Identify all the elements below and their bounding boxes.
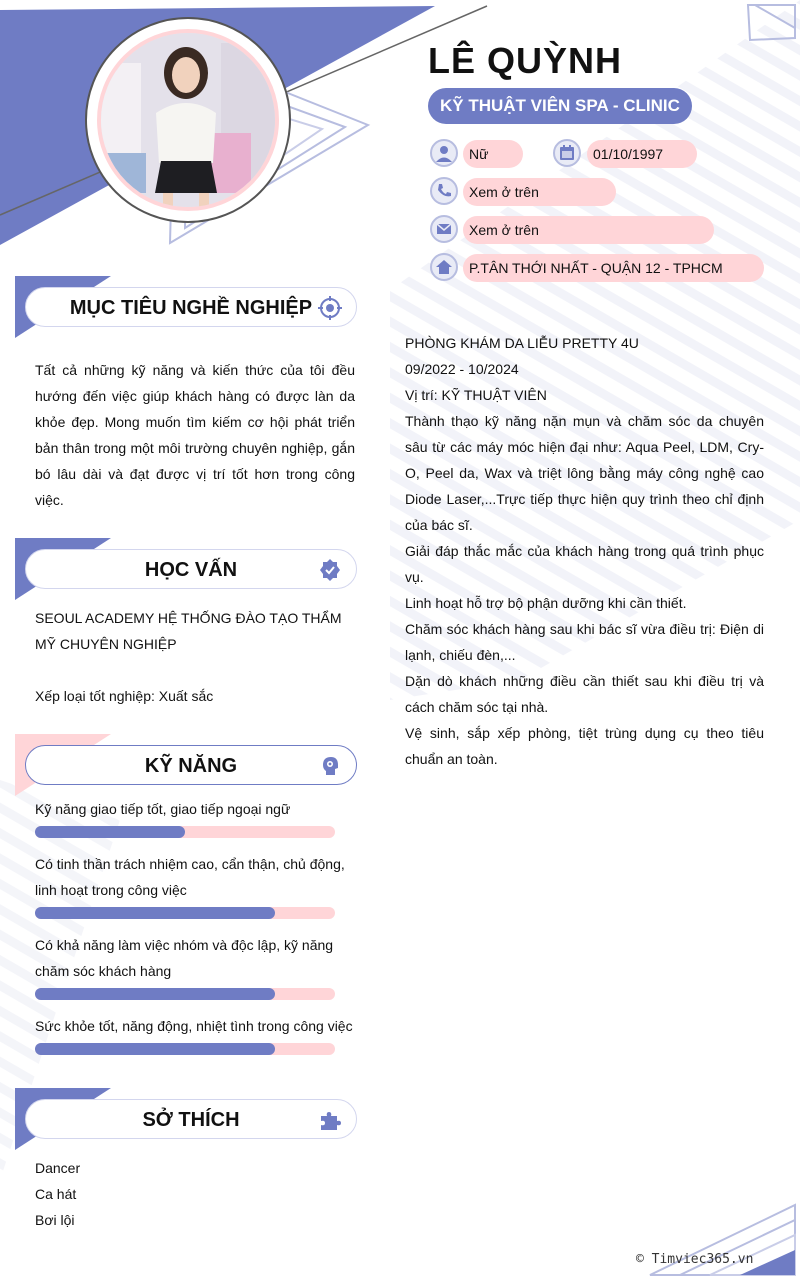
section-header-objective [25, 287, 357, 327]
section-title: MỤC TIÊU NGHỀ NGHIỆP [69, 297, 313, 319]
phone-field: Xem ở trên [463, 178, 616, 206]
puzzle-icon [318, 1108, 342, 1132]
footer-watermark: © Timviec365.vn [636, 1252, 754, 1267]
head-gear-icon [318, 754, 342, 778]
experience-duty: Giải đáp thắc mắc của khách hàng trong quá trình phục vụ. [405, 543, 764, 585]
hobby-item: Dancer [35, 1160, 81, 1176]
education-school: SEOUL ACADEMY HỆ THỐNG ĐÀO TẠO THẨM MỸ CHUYÊN NGHIỆP [35, 610, 342, 652]
target-icon [318, 296, 342, 320]
hobby-item: Bơi lội [35, 1212, 75, 1228]
experience-duty: Vệ sinh, sắp xếp phòng, tiệt trùng dụng cụ theo tiêu chuẩn an toàn. [405, 725, 764, 767]
experience-role: Vị trí: KỸ THUẬT VIÊN [405, 387, 547, 403]
candidate-name: LÊ QUỲNH [428, 40, 623, 81]
education-grade: Xếp loại tốt nghiệp: Xuất sắc [35, 688, 214, 704]
dob-field: 01/10/1997 [587, 140, 697, 168]
address-field: P.TÂN THỚI NHẤT - QUẬN 12 - TPHCM [463, 254, 764, 282]
avatar [85, 17, 291, 223]
skill-bar [35, 988, 335, 1000]
experience-duty: Dặn dò khách những điều cần thiết sau khi điều trị và cách chăm sóc tại nhà. [405, 673, 764, 715]
objective-text: Tất cả những kỹ năng và kiến thức của tôi đều hướng đến việc giúp khách hàng có được làn da khỏe đẹp. Mong muốn tìm kiếm cơ hội phát triển bản thân trong một môi trường chuyên nghiệp, gắn bó lâu dài và đạt được vị trí tốt hơn trong công việc. [35, 362, 355, 508]
experience-period: 09/2022 - 10/2024 [405, 361, 519, 377]
skill-bar-fill [35, 1043, 275, 1055]
calendar-icon [553, 139, 581, 167]
section-header-education [25, 549, 357, 589]
experience-company: PHÒNG KHÁM DA LIỄU PRETTY 4U [405, 335, 639, 351]
skill-label: Có tinh thần trách nhiệm cao, cẩn thận, chủ động, linh hoạt trong công việc [35, 856, 345, 898]
experience-duty: Thành thạo kỹ năng nặn mụn và chăm sóc da chuyên sâu từ các máy móc hiện đại như: Aqua Peel, LDM, Cry-O, Peel da, Wax và triệt lông bằng máy công nghệ cao Diode Laser,...Trực tiếp thực hiện quy trình theo chỉ định của bác sĩ. [405, 413, 764, 533]
section-header-hobbies [25, 1099, 357, 1139]
skill-bar-fill [35, 907, 275, 919]
skill-bar-fill [35, 988, 275, 1000]
user-icon [430, 139, 458, 167]
person-photo-placeholder [101, 33, 275, 207]
experience-duty: Chăm sóc khách hàng sau khi bác sĩ vừa điều trị: Điện di lạnh, chiếu đèn,... [405, 621, 764, 663]
hobby-item: Ca hát [35, 1186, 77, 1202]
job-position: KỸ THUẬT VIÊN SPA - CLINIC [428, 88, 692, 124]
home-icon [430, 253, 458, 281]
section-title: HỌC VẤN [144, 559, 238, 581]
verified-badge-icon [318, 558, 342, 582]
skill-bar [35, 1043, 335, 1055]
section-title: KỸ NĂNG [144, 755, 238, 777]
experience-duty: Linh hoạt hỗ trợ bộ phận dưỡng khi cần thiết. [405, 595, 687, 611]
skill-label: Sức khỏe tốt, năng động, nhiệt tình trong công việc [35, 1018, 353, 1034]
mail-icon [430, 215, 458, 243]
phone-icon [430, 177, 458, 205]
avatar-photo [97, 29, 279, 211]
skill-label: Kỹ năng giao tiếp tốt, giao tiếp ngoại ngữ [35, 801, 291, 817]
gender-field: Nữ [463, 140, 523, 168]
skill-bar [35, 907, 335, 919]
section-title: SỞ THÍCH [142, 1109, 240, 1131]
skill-label: Có khả năng làm việc nhóm và độc lập, kỹ năng chăm sóc khách hàng [35, 937, 334, 979]
skill-bar [35, 826, 335, 838]
section-header-skills [25, 745, 357, 785]
email-field: Xem ở trên [463, 216, 714, 244]
experience-block [405, 330, 764, 772]
skill-bar-fill [35, 826, 185, 838]
